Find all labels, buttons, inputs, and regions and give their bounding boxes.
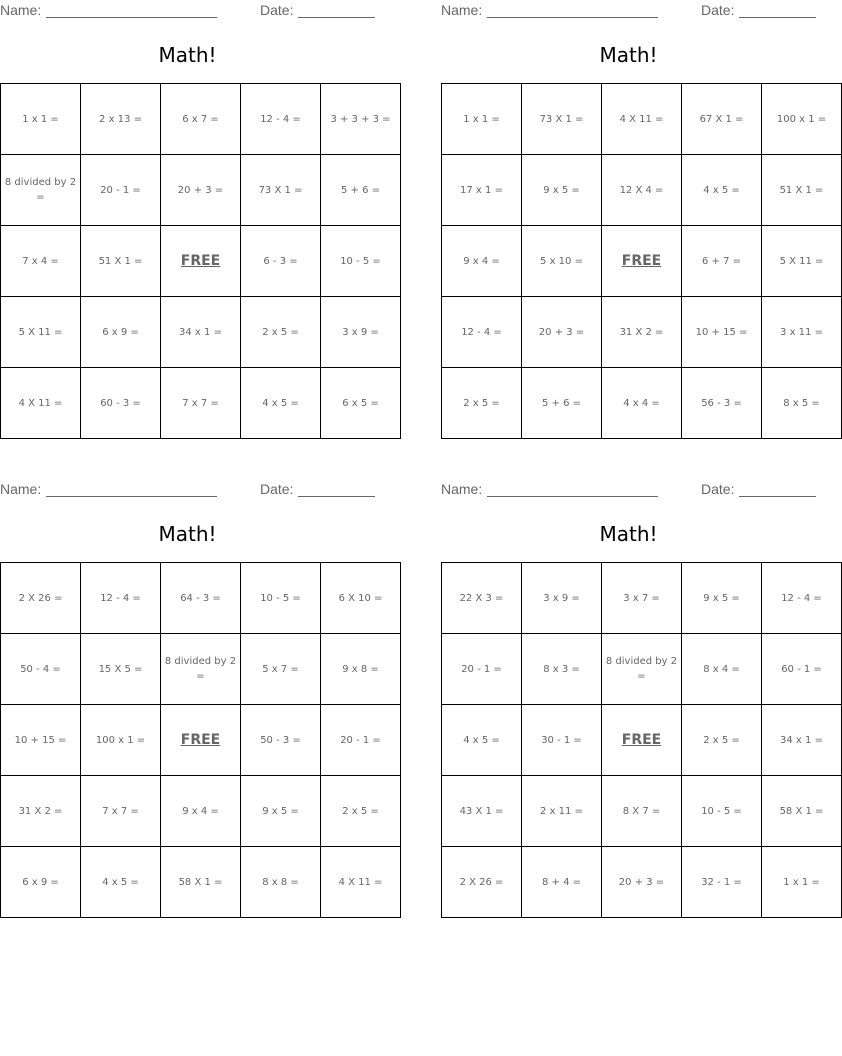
problem-cell: 5 X 11 = (1, 297, 81, 368)
bingo-card (441, 479, 824, 914)
problem-cell: 7 x 7 = (81, 776, 161, 847)
date-label: Date: (701, 481, 735, 497)
grid-row (1, 563, 401, 634)
problem-cell: 50 - 4 = (1, 634, 81, 705)
date-label: Date: (260, 2, 294, 18)
date-label: Date: (701, 2, 735, 18)
grid-row (442, 368, 842, 439)
problem-cell: 60 - 1 = (762, 634, 842, 705)
problem-cell: 20 + 3 = (161, 155, 241, 226)
problem-cell: 3 x 11 = (762, 297, 842, 368)
problem-cell: 58 X 1 = (762, 776, 842, 847)
date-label: Date: (260, 481, 294, 497)
grid-row (1, 705, 401, 776)
bingo-card (0, 479, 383, 914)
problem-cell: 2 x 5 = (241, 297, 321, 368)
problem-cell: 5 x 10 = (522, 226, 602, 297)
problem-cell: 34 x 1 = (161, 297, 241, 368)
problem-cell: 17 x 1 = (442, 155, 522, 226)
problem-cell: 2 x 11 = (522, 776, 602, 847)
name-label: Name: (0, 481, 42, 497)
problem-cell: 100 x 1 = (762, 84, 842, 155)
grid-row (442, 847, 842, 918)
problem-cell: 3 x 9 = (321, 297, 401, 368)
problem-cell: 6 x 5 = (321, 368, 401, 439)
grid-row (442, 563, 842, 634)
problem-cell: 60 - 3 = (81, 368, 161, 439)
problem-cell: 9 x 4 = (161, 776, 241, 847)
problem-cell: 1 x 1 = (442, 84, 522, 155)
grid-row (442, 297, 842, 368)
name-blank-line (487, 496, 658, 497)
grid-row (1, 84, 401, 155)
problem-cell: 9 x 8 = (321, 634, 401, 705)
problem-cell: 6 x 9 = (1, 847, 81, 918)
problem-cell: 6 x 9 = (81, 297, 161, 368)
problem-cell: 8 + 4 = (522, 847, 602, 918)
problem-cell: 1 x 1 = (762, 847, 842, 918)
problem-cell: 22 X 3 = (442, 563, 522, 634)
grid-row (1, 297, 401, 368)
card-title: Math! (158, 43, 217, 67)
card-header (0, 2, 375, 20)
problem-cell: 10 - 5 = (682, 776, 762, 847)
problem-cell: 4 X 11 = (602, 84, 682, 155)
name-blank-line (487, 17, 658, 18)
grid-row (1, 847, 401, 918)
grid-row (1, 634, 401, 705)
free-space-cell: FREE (602, 705, 682, 776)
card-header (441, 481, 816, 499)
problem-cell: 20 - 1 = (321, 705, 401, 776)
problem-cell: 8 x 5 = (762, 368, 842, 439)
problem-cell: 100 x 1 = (81, 705, 161, 776)
problem-cell: 58 X 1 = (161, 847, 241, 918)
problem-cell: 10 + 15 = (1, 705, 81, 776)
grid-row (442, 776, 842, 847)
problem-cell: 7 x 7 = (161, 368, 241, 439)
grid-row (1, 226, 401, 297)
problem-cell: 8 divided by 2 = (602, 634, 682, 705)
bingo-grid (0, 83, 401, 439)
bingo-grid (441, 562, 842, 918)
card-title: Math! (599, 522, 658, 546)
problem-cell: 2 x 13 = (81, 84, 161, 155)
problem-cell: 5 + 6 = (321, 155, 401, 226)
problem-cell: 6 x 7 = (161, 84, 241, 155)
problem-cell: 5 + 6 = (522, 368, 602, 439)
problem-cell: 3 x 9 = (522, 563, 602, 634)
problem-cell: 51 X 1 = (762, 155, 842, 226)
problem-cell: 4 x 5 = (81, 847, 161, 918)
grid-row (1, 368, 401, 439)
problem-cell: 2 x 5 = (442, 368, 522, 439)
card-title: Math! (158, 522, 217, 546)
free-space-cell: FREE (161, 226, 241, 297)
problem-cell: 8 x 3 = (522, 634, 602, 705)
date-blank-line (739, 17, 816, 18)
card-header (0, 481, 375, 499)
bingo-card (441, 0, 827, 435)
problem-cell: 20 - 1 = (442, 634, 522, 705)
problem-cell: 2 x 5 = (321, 776, 401, 847)
name-blank-line (46, 17, 217, 18)
bingo-card (0, 0, 391, 435)
problem-cell: 20 + 3 = (522, 297, 602, 368)
problem-cell: 50 - 3 = (241, 705, 321, 776)
problem-cell: 73 X 1 = (522, 84, 602, 155)
grid-row (442, 84, 842, 155)
problem-cell: 6 - 3 = (241, 226, 321, 297)
problem-cell: 9 x 5 = (522, 155, 602, 226)
date-blank-line (739, 496, 816, 497)
problem-cell: 5 X 11 = (762, 226, 842, 297)
problem-cell: 4 x 5 = (442, 705, 522, 776)
bingo-grid (0, 562, 401, 918)
problem-cell: 20 - 1 = (81, 155, 161, 226)
problem-cell: 12 X 4 = (602, 155, 682, 226)
problem-cell: 51 X 1 = (81, 226, 161, 297)
bingo-grid (441, 83, 842, 439)
problem-cell: 6 + 7 = (682, 226, 762, 297)
problem-cell: 30 - 1 = (522, 705, 602, 776)
problem-cell: 1 x 1 = (1, 84, 81, 155)
problem-cell: 56 - 3 = (682, 368, 762, 439)
name-label: Name: (441, 2, 483, 18)
problem-cell: 12 - 4 = (241, 84, 321, 155)
problem-cell: 8 x 4 = (682, 634, 762, 705)
grid-row (442, 226, 842, 297)
problem-cell: 8 x 8 = (241, 847, 321, 918)
problem-cell: 4 X 11 = (1, 368, 81, 439)
problem-cell: 5 x 7 = (241, 634, 321, 705)
problem-cell: 9 x 5 = (682, 563, 762, 634)
problem-cell: 4 x 5 = (682, 155, 762, 226)
problem-cell: 64 - 3 = (161, 563, 241, 634)
problem-cell: 34 x 1 = (762, 705, 842, 776)
card-title: Math! (599, 43, 658, 67)
problem-cell: 4 x 4 = (602, 368, 682, 439)
problem-cell: 12 - 4 = (762, 563, 842, 634)
problem-cell: 8 divided by 2 = (161, 634, 241, 705)
problem-cell: 10 + 15 = (682, 297, 762, 368)
problem-cell: 7 x 4 = (1, 226, 81, 297)
problem-cell: 2 X 26 = (1, 563, 81, 634)
problem-cell: 4 x 5 = (241, 368, 321, 439)
name-label: Name: (441, 481, 483, 497)
problem-cell: 6 X 10 = (321, 563, 401, 634)
problem-cell: 8 divided by 2 = (1, 155, 81, 226)
date-blank-line (298, 17, 375, 18)
grid-row (442, 634, 842, 705)
name-label: Name: (0, 2, 42, 18)
problem-cell: 10 - 5 = (241, 563, 321, 634)
problem-cell: 3 + 3 + 3 = (321, 84, 401, 155)
date-blank-line (298, 496, 375, 497)
problem-cell: 73 X 1 = (241, 155, 321, 226)
problem-cell: 4 X 11 = (321, 847, 401, 918)
problem-cell: 12 - 4 = (81, 563, 161, 634)
problem-cell: 31 X 2 = (1, 776, 81, 847)
problem-cell: 15 X 5 = (81, 634, 161, 705)
problem-cell: 8 X 7 = (602, 776, 682, 847)
grid-row (442, 705, 842, 776)
grid-row (1, 776, 401, 847)
problem-cell: 31 X 2 = (602, 297, 682, 368)
card-header (441, 2, 816, 20)
problem-cell: 2 X 26 = (442, 847, 522, 918)
problem-cell: 9 x 5 = (241, 776, 321, 847)
name-blank-line (46, 496, 217, 497)
problem-cell: 32 - 1 = (682, 847, 762, 918)
problem-cell: 9 x 4 = (442, 226, 522, 297)
grid-row (442, 155, 842, 226)
problem-cell: 2 x 5 = (682, 705, 762, 776)
problem-cell: 10 - 5 = (321, 226, 401, 297)
problem-cell: 67 X 1 = (682, 84, 762, 155)
problem-cell: 12 - 4 = (442, 297, 522, 368)
problem-cell: 3 x 7 = (602, 563, 682, 634)
problem-cell: 20 + 3 = (602, 847, 682, 918)
problem-cell: 43 X 1 = (442, 776, 522, 847)
grid-row (1, 155, 401, 226)
free-space-cell: FREE (161, 705, 241, 776)
free-space-cell: FREE (602, 226, 682, 297)
